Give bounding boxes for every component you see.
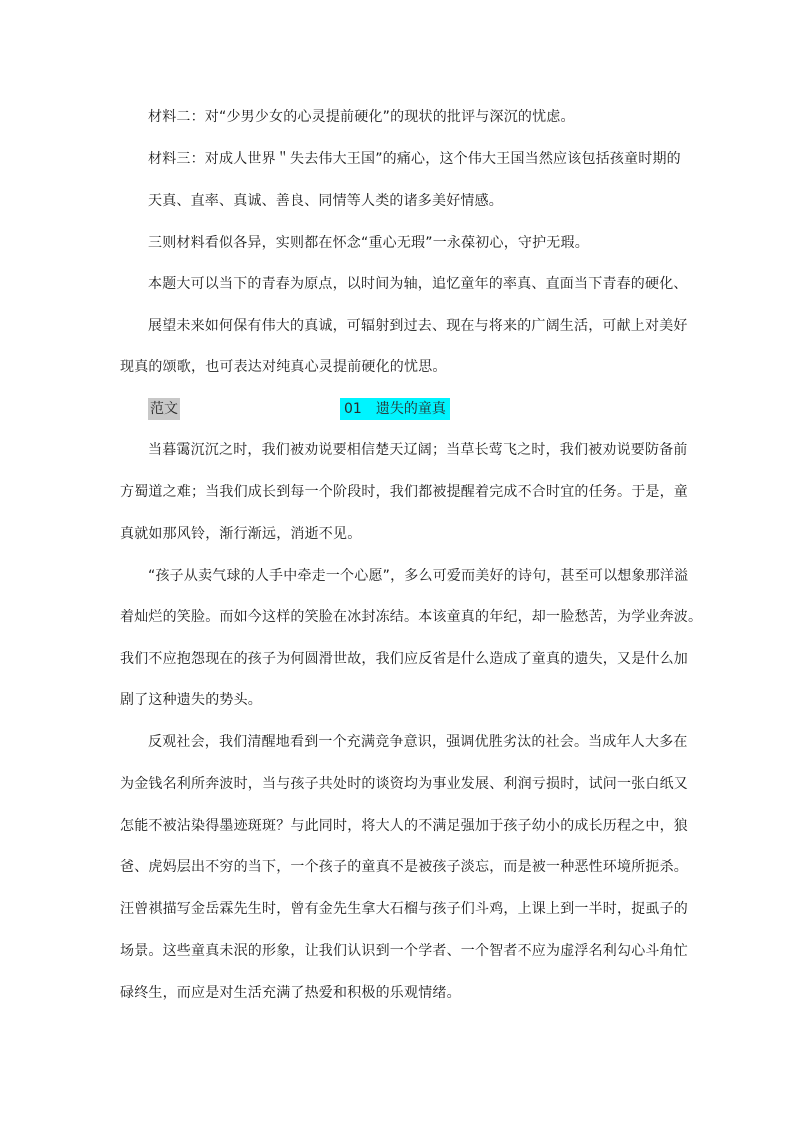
essay-line: 剧了这种遗失的势头。 bbox=[120, 692, 262, 708]
essay-line: 着灿烂的笑脸。而如今这样的笑脸在冰封冻结。本该童真的年纪，却一脸愁苦，为学业奔波。 bbox=[120, 609, 703, 625]
paragraph-line: 材料二：对“少男少女的心灵提前硬化”的现状的批评与深沉的忧虑。 bbox=[148, 109, 575, 125]
essay-line: 爸、虎妈层出不穷的当下，一个孩子的童真不是被孩子淡忘，而是被一种恶性环境所扼杀。 bbox=[120, 859, 688, 875]
paragraph-line: 现真的颂歌，也可表达对纯真心灵提前硬化的忧思。 bbox=[120, 359, 447, 375]
essay-header bbox=[148, 398, 658, 420]
paragraph-line: 材料三：对成人世界＂失去伟大王国”的痛心，这个伟大王国当然应该包括孩童时期的 bbox=[148, 151, 681, 167]
paragraph-line: 三则材料看似各异，实则都在怀念“重心无瑕”一永葆初心，守护无瑕。 bbox=[148, 235, 589, 251]
essay-title: 01 遗失的童真 bbox=[340, 398, 450, 420]
essay-line: 我们不应抱怨现在的孩子为何圆滑世故，我们应反省是什么造成了童真的遗失，又是什么加 bbox=[120, 651, 688, 667]
essay-line: “孩子从卖气球的人手中牵走一个心愿”，多么可爱而美好的诗句，甚至可以想象那洋溢 bbox=[148, 568, 689, 584]
essay-line: 方蜀道之难；当我们成长到每一个阶段时，我们都被提醒着完成不合时宜的任务。于是，童 bbox=[120, 484, 688, 500]
essay-line: 当暮霭沉沉之时，我们被劝说要相信楚天辽阔；当草长莺飞之时，我们被劝说要防备前 bbox=[148, 442, 688, 458]
essay-line: 汪曾祺描写金岳霖先生时，曾有金先生拿大石榴与孩子们斗鸡，上课上到一半时，捉虱子的 bbox=[120, 901, 688, 917]
essay-line: 为金钱名利所奔波时，当与孩子共处时的谈资均为事业发展、利润亏损时，试问一张白纸又 bbox=[120, 776, 688, 792]
essay-line: 场景。这些童真未泯的形象，让我们认识到一个学者、一个智者不应为虚浮名利勾心斗角忙 bbox=[120, 943, 688, 959]
paragraph-line: 天真、直率、真诚、善良、同情等人类的诸多美好情感。 bbox=[148, 193, 503, 209]
essay-label: 范文 bbox=[148, 398, 180, 420]
paragraph-line: 展望未来如何保有伟大的真诚，可辐射到过去、现在与将来的广阔生活，可献上对美好 bbox=[148, 318, 688, 334]
essay-line: 碌终生，而应是对生活充满了热爱和积极的乐观情绪。 bbox=[120, 985, 461, 1001]
essay-line: 反观社会，我们清醒地看到一个充满竞争意识，强调优胜劣汰的社会。当成年人大多在 bbox=[148, 734, 688, 750]
essay-line: 真就如那风铃，渐行渐远，消逝不见。 bbox=[120, 526, 362, 542]
essay-line: 怎能不被沾染得墨迹斑斑？与此同时，将大人的不满足强加于孩子幼小的成长历程之中，狼 bbox=[120, 818, 688, 834]
paragraph-line: 本题大可以当下的青春为原点，以时间为轴，追忆童年的率真、直面当下青春的硬化、 bbox=[148, 276, 688, 292]
